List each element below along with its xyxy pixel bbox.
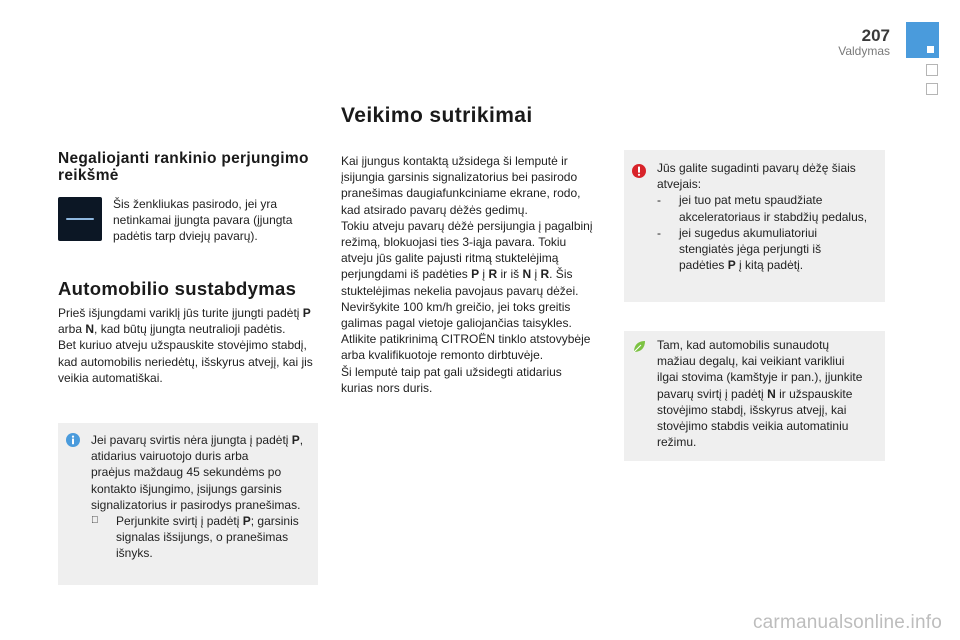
section-label: Valdymas: [838, 44, 890, 58]
gear-section-title: Negaliojanti rankinio perjungimo reikšmė: [58, 150, 309, 184]
chapter-tab-active[interactable]: [906, 22, 939, 58]
watermark: carmanualsonline.info: [752, 612, 942, 633]
eco-leaf-icon: [632, 340, 646, 354]
stop-section-title: Automobilio sustabdymas: [58, 278, 297, 299]
gear-indicator-icon: [58, 197, 102, 241]
stop-section-text: Prieš išjungdami variklį jūs turite įjungti padėtį P arba N, kad būtų įjungta neutralioji padėtis. Bet kuriuo atveju užspauskite stovėjimo stabdį, kad automobilis neriedėtų, išskyrus atvejį, kai jis veikia automatiškai.: [58, 306, 313, 385]
chapter-tab[interactable]: [926, 83, 938, 95]
warning-icon: [632, 164, 646, 178]
gear-section-text: Šis ženkliukas pasirodo, jei yra netinkamai įjungta pavara (įjungta padėtis tarp dviejų pavarų).: [113, 197, 293, 244]
malfunction-text: Kai įjungus kontaktą užsidega ši lemputė ir įsijungia garsinis signalizatorius bei pasirodo pranešimas daugiafunkciniame ekrane, rodo, kad atsirado pavarų dėžės gedimų. Tokiu atveju pavarų dėžė persijungia į pagalbinį režimą, blokuojasi ties 3-iąja pavara. Tokiu atveju jūs galite pajusti ritmą stuktelėjimą perjungdami iš padėties P į R ir iš N į R. Šis stuktelėjimas nekelia pavojaus pavarų dėžei. Neviršykite 100 km/h greičio, jei toks greitis galimas pagal vietoje galiojančias taisykles. Atlikite patikrinimą CITROËN tinklo atstovybėje arba kvalifikuotoje remonto dirbtuvėje. Ši lemputė taip pat gali užsidegti atidarius kurias nors duris.: [341, 154, 593, 395]
page-title: Veikimo sutrikimai: [341, 104, 533, 127]
checkbox-bullet-icon: [91, 513, 116, 529]
chapter-tab[interactable]: [926, 64, 938, 76]
info-box: Jei pavarų svirtis nėra įjungta į padėtį P, atidarius vairuotojo duris arba praėjus maždaug 45 sekundėms po kontakto išjungimo, įsijungs garsinis signalizatorius ir pasirodys pranešimas. Perjunkite svirtį į padėtį P; garsinis signalas išsijungs, o pranešimas išnyks.: [58, 423, 318, 585]
chapter-tab-marker: [927, 46, 934, 53]
eco-tip-box: Tam, kad automobilis sunaudotų mažiau degalų, kai veikiant varikliui ilgai stovima (kamštyje ir pan.), įjunkite pavarų svirtį į padėtį N ir užspauskite stovėjimo stabdį, išskyrus atvejį, kai stovėjimo stabdis veikia automatiniu režimu.: [624, 331, 885, 461]
warning-box: Jūs galite sugadinti pavarų dėžę šiais atvejais: - jei tuo pat metu spaudžiate akceleratoriaus ir stabdžių pedalus, - jei sugedus akumuliatoriui stengiatės jėga perjungti iš padėties P į kitą padėtį.: [624, 150, 885, 302]
info-icon: [66, 433, 80, 447]
page-number: 207: [861, 26, 890, 45]
